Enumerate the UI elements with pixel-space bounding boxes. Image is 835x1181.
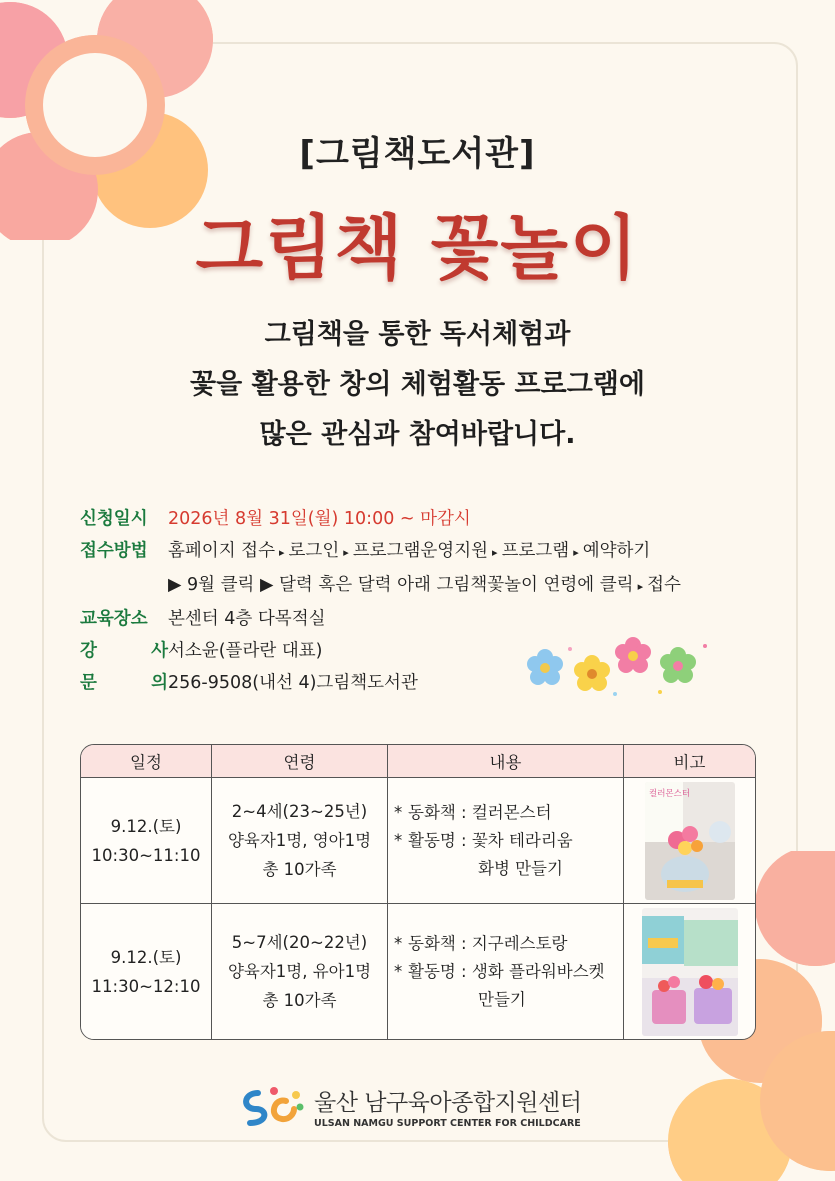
method-row xyxy=(80,535,780,569)
activity-name: 활동명 : 꽃차 테라리움 xyxy=(408,830,573,850)
place-row xyxy=(80,603,780,635)
table-row xyxy=(81,904,755,1039)
terrarium-photo xyxy=(645,782,735,900)
flower-basket-photo xyxy=(642,908,738,1036)
organization-name: 울산 남구육아종합지원센터 xyxy=(314,1089,582,1116)
intro-line: 꽃을 활용한 창의 체험활동 프로그램에 xyxy=(190,369,645,400)
session-content: * 동화책 : 지구레스토랑 * 활동명 : 생화 플라워바스켓 만들기 xyxy=(388,904,624,1039)
method-detail: ▶ 9월 클릭 ▶ 달력 혹은 달력 아래 그림책꽃놀이 연령에 클릭 ▸ 접수 xyxy=(168,575,681,595)
session-age: 2~4세(23~25년) 양육자1명, 영아1명 총 10가족 xyxy=(212,778,388,904)
intro-line: 많은 관심과 참여바랍니다. xyxy=(259,419,576,450)
session-content: * 동화책 : 컬러몬스터 * 활동명 : 꽃차 테라리움 화병 만들기 xyxy=(388,778,624,904)
book-title: 동화책 : 지구레스토랑 xyxy=(408,933,568,953)
method-label: 접수방법 xyxy=(80,541,148,561)
method-row-2 xyxy=(80,569,780,603)
apply-label: 신청일시 xyxy=(80,509,148,529)
session-age: 5~7세(20~22년) 양육자1명, 유아1명 총 10가족 xyxy=(212,904,388,1039)
library-subtitle: [그림책도서관] xyxy=(299,134,536,174)
organization-name-en: ULSAN NAMGU SUPPORT CENTER FOR CHILDCARE xyxy=(314,1117,581,1129)
contact-value: 256-9508(내선 4)그림책도서관 xyxy=(168,673,418,693)
column-header: 일정 xyxy=(81,745,212,778)
lecturer-label: 강 사 xyxy=(80,641,168,661)
decorative-flowers-icon xyxy=(520,634,720,704)
arrow-icon: ▸ xyxy=(637,580,644,593)
intro-line: 그림책을 통한 독서체험과 xyxy=(264,319,571,350)
organization-footer xyxy=(238,1083,581,1129)
column-header: 내용 xyxy=(388,745,624,778)
center-logo-icon xyxy=(238,1083,304,1129)
svg-text:컬러몬스터: 컬러몬스터 xyxy=(648,788,690,799)
apply-row xyxy=(80,503,780,535)
method-step: 로그인 xyxy=(288,541,340,561)
session-date: 9.12.(토) 11:30~12:10 xyxy=(81,904,212,1039)
lecturer-value: 서소윤(플라란 대표) xyxy=(168,641,323,661)
schedule-table xyxy=(80,744,756,1040)
arrow-icon: ▸ xyxy=(492,546,498,559)
arrow-icon: ▸ xyxy=(343,546,349,559)
method-step: 예약하기 xyxy=(582,541,651,561)
session-photo xyxy=(624,904,755,1039)
book-title: 동화책 : 컬러몬스터 xyxy=(408,802,552,822)
activity-name: 활동명 : 생화 플라워바스켓 xyxy=(408,961,605,981)
apply-value: 2026년 8월 31일(월) 10:00 ~ 마감시 xyxy=(168,509,471,529)
column-header: 비고 xyxy=(624,745,755,778)
contact-label: 문 의 xyxy=(80,673,168,693)
event-title: 그림책 꽃놀이 xyxy=(195,207,640,289)
arrow-icon: ▸ xyxy=(279,546,285,559)
method-step: 홈페이지 접수 xyxy=(168,541,275,561)
method-steps xyxy=(168,535,650,569)
place-label: 교육장소 xyxy=(80,609,148,629)
place-value: 본센터 4층 다목적실 xyxy=(168,609,326,629)
arrow-icon: ▸ xyxy=(573,546,579,559)
session-date: 9.12.(토) 10:30~11:10 xyxy=(81,778,212,904)
column-header: 연령 xyxy=(212,745,388,778)
intro-text xyxy=(0,310,835,460)
session-photo xyxy=(624,778,755,904)
method-step: 프로그램운영지원 xyxy=(352,541,489,561)
table-row xyxy=(81,778,755,904)
table-header-row xyxy=(81,745,755,778)
method-step: 프로그램 xyxy=(501,541,570,561)
